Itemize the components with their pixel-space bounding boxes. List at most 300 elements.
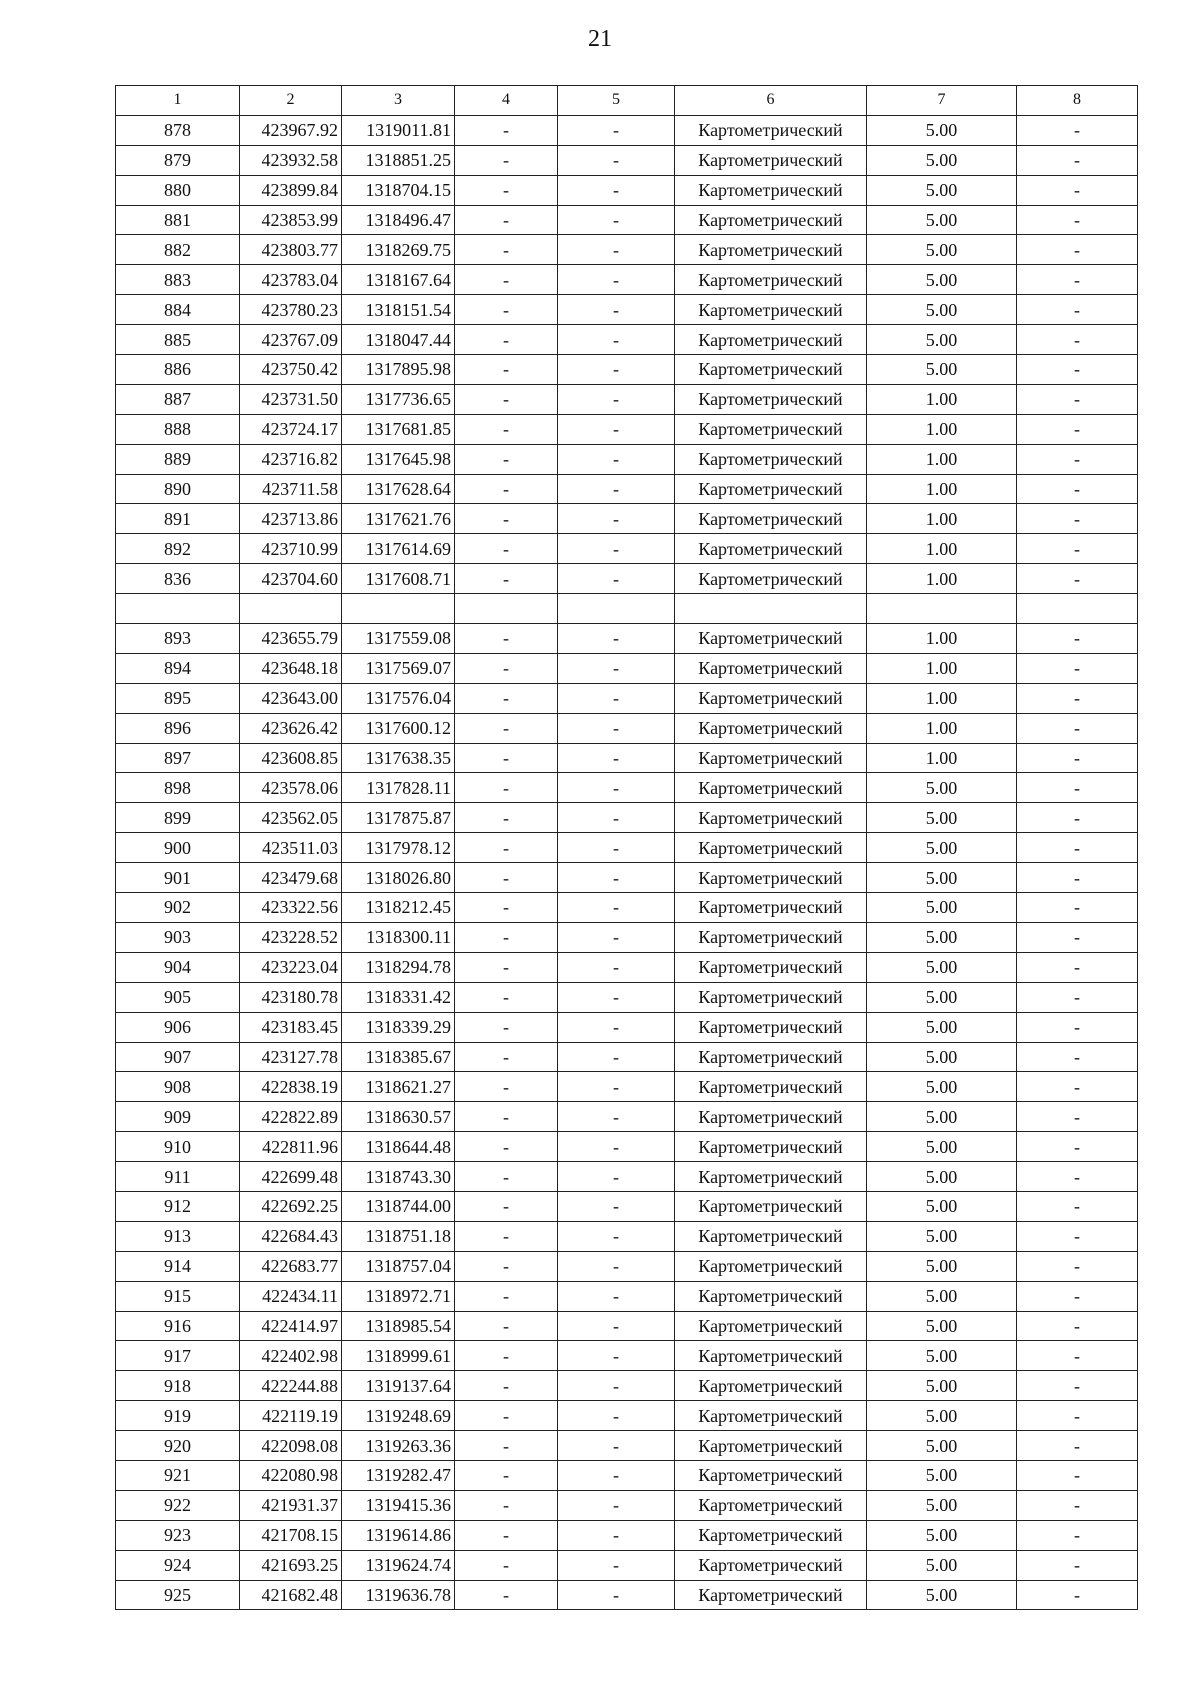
method-cell: Картометрический (675, 653, 867, 683)
y-coordinate-cell: 1317614.69 (342, 534, 455, 564)
table-row (116, 295, 1138, 325)
col8-cell: - (1017, 175, 1138, 205)
col5-cell: - (558, 952, 675, 982)
y-coordinate-cell: 1318851.25 (342, 145, 455, 175)
y-coordinate-cell: 1319248.69 (342, 1401, 455, 1431)
x-coordinate-cell: 422402.98 (240, 1341, 342, 1371)
y-coordinate-cell: 1318751.18 (342, 1221, 455, 1251)
col5-cell: - (558, 504, 675, 534)
col5-cell: - (558, 653, 675, 683)
y-coordinate-cell: 1318644.48 (342, 1132, 455, 1162)
accuracy-cell: 5.00 (867, 115, 1017, 145)
y-coordinate-cell: 1318026.80 (342, 863, 455, 893)
col8-cell: - (1017, 1371, 1138, 1401)
point-number-cell: 916 (116, 1311, 240, 1341)
accuracy-cell: 5.00 (867, 1431, 1017, 1461)
col4-cell: - (455, 1281, 558, 1311)
method-cell: Картометрический (675, 1042, 867, 1072)
accuracy-cell: 5.00 (867, 235, 1017, 265)
table-row (116, 1042, 1138, 1072)
accuracy-cell: 5.00 (867, 922, 1017, 952)
col8-cell: - (1017, 235, 1138, 265)
col5-cell: - (558, 863, 675, 893)
method-cell: Картометрический (675, 115, 867, 145)
col8-cell: - (1017, 444, 1138, 474)
x-coordinate-cell: 421693.25 (240, 1550, 342, 1580)
col4-cell: - (455, 325, 558, 355)
y-coordinate-cell: 1318743.30 (342, 1162, 455, 1192)
table-row (116, 444, 1138, 474)
point-number-cell: 913 (116, 1221, 240, 1251)
col4-cell: - (455, 1341, 558, 1371)
method-cell: Картометрический (675, 1162, 867, 1192)
col4-cell: - (455, 743, 558, 773)
x-coordinate-cell: 422080.98 (240, 1460, 342, 1490)
col5-cell: - (558, 1012, 675, 1042)
accuracy-cell: 5.00 (867, 1072, 1017, 1102)
accuracy-cell: 1.00 (867, 743, 1017, 773)
col5-cell: - (558, 1311, 675, 1341)
method-cell: Картометрический (675, 1221, 867, 1251)
x-coordinate-cell: 423479.68 (240, 863, 342, 893)
table-row (116, 504, 1138, 534)
table-row (116, 713, 1138, 743)
col5-cell: - (558, 205, 675, 235)
col5-cell: - (558, 982, 675, 1012)
accuracy-cell: 5.00 (867, 355, 1017, 385)
coordinates-table (115, 85, 1138, 1610)
table-row (116, 833, 1138, 863)
column-header-8: 8 (1017, 86, 1138, 116)
point-number-cell: 896 (116, 713, 240, 743)
col8-cell: - (1017, 1460, 1138, 1490)
col4-cell: - (455, 384, 558, 414)
col4-cell: - (455, 833, 558, 863)
col8-cell: - (1017, 624, 1138, 654)
method-cell: Картометрический (675, 414, 867, 444)
col8-cell: - (1017, 414, 1138, 444)
col4-cell: - (455, 1580, 558, 1610)
point-number-cell: 893 (116, 624, 240, 654)
col5-cell: - (558, 1281, 675, 1311)
col5-cell: - (558, 534, 675, 564)
accuracy-cell: 1.00 (867, 713, 1017, 743)
point-number-cell: 912 (116, 1191, 240, 1221)
x-coordinate-cell: 423711.58 (240, 474, 342, 504)
col8-cell: - (1017, 893, 1138, 923)
y-coordinate-cell: 1319415.36 (342, 1490, 455, 1520)
col8-cell: - (1017, 1341, 1138, 1371)
accuracy-cell: 5.00 (867, 1191, 1017, 1221)
y-coordinate-cell: 1319614.86 (342, 1520, 455, 1550)
x-coordinate-cell: 423967.92 (240, 115, 342, 145)
method-cell: Картометрический (675, 1490, 867, 1520)
method-cell: Картометрический (675, 235, 867, 265)
accuracy-cell: 5.00 (867, 1550, 1017, 1580)
y-coordinate-cell: 1317559.08 (342, 624, 455, 654)
accuracy-cell: 1.00 (867, 414, 1017, 444)
col5-cell: - (558, 265, 675, 295)
method-cell: Картометрический (675, 1371, 867, 1401)
method-cell: Картометрический (675, 1072, 867, 1102)
col8-cell: - (1017, 1221, 1138, 1251)
table-row (116, 1162, 1138, 1192)
x-coordinate-cell: 423853.99 (240, 205, 342, 235)
y-coordinate-cell: 1318496.47 (342, 205, 455, 235)
point-number-cell: 882 (116, 235, 240, 265)
col4-cell: - (455, 1012, 558, 1042)
table-row (116, 922, 1138, 952)
x-coordinate-cell: 422119.19 (240, 1401, 342, 1431)
point-number-cell: 898 (116, 773, 240, 803)
table-row (116, 1221, 1138, 1251)
col4-cell: - (455, 1072, 558, 1102)
col4-cell: - (455, 534, 558, 564)
point-number-cell: 917 (116, 1341, 240, 1371)
y-coordinate-cell: 1318047.44 (342, 325, 455, 355)
accuracy-cell: 5.00 (867, 1311, 1017, 1341)
method-cell: Картометрический (675, 1251, 867, 1281)
point-number-cell: 900 (116, 833, 240, 863)
accuracy-cell: 1.00 (867, 564, 1017, 594)
y-coordinate-cell: 1318985.54 (342, 1311, 455, 1341)
table-row (116, 683, 1138, 713)
accuracy-cell: 5.00 (867, 982, 1017, 1012)
col5-cell: - (558, 1162, 675, 1192)
x-coordinate-cell: 423767.09 (240, 325, 342, 355)
accuracy-cell: 1.00 (867, 504, 1017, 534)
y-coordinate-cell: 1317569.07 (342, 653, 455, 683)
y-coordinate-cell: 1318757.04 (342, 1251, 455, 1281)
point-number-cell: 905 (116, 982, 240, 1012)
col8-cell: - (1017, 145, 1138, 175)
y-coordinate-cell: 1318294.78 (342, 952, 455, 982)
col8-cell: - (1017, 504, 1138, 534)
col4-cell: - (455, 1251, 558, 1281)
table-row (116, 1401, 1138, 1431)
col5-cell: - (558, 922, 675, 952)
table-row (116, 982, 1138, 1012)
point-number-cell: 899 (116, 803, 240, 833)
col5-cell: - (558, 803, 675, 833)
col4-cell: - (455, 1371, 558, 1401)
method-cell: Картометрический (675, 833, 867, 863)
col8-cell: - (1017, 1281, 1138, 1311)
accuracy-cell: 5.00 (867, 773, 1017, 803)
col8-cell: - (1017, 325, 1138, 355)
x-coordinate-cell: 422822.89 (240, 1102, 342, 1132)
col5-cell: - (558, 295, 675, 325)
table-row (116, 325, 1138, 355)
method-cell: Картометрический (675, 295, 867, 325)
col5-cell: - (558, 1341, 675, 1371)
table-row (116, 743, 1138, 773)
y-coordinate-cell (342, 594, 455, 624)
x-coordinate-cell: 423180.78 (240, 982, 342, 1012)
method-cell: Картометрический (675, 1281, 867, 1311)
col8-cell: - (1017, 265, 1138, 295)
method-cell: Картометрический (675, 803, 867, 833)
point-number-cell: 892 (116, 534, 240, 564)
col5-cell: - (558, 325, 675, 355)
column-header-2: 2 (240, 86, 342, 116)
col4-cell: - (455, 982, 558, 1012)
method-cell: Картометрический (675, 145, 867, 175)
y-coordinate-cell: 1317576.04 (342, 683, 455, 713)
table-row (116, 414, 1138, 444)
x-coordinate-cell: 421931.37 (240, 1490, 342, 1520)
col8-cell: - (1017, 1311, 1138, 1341)
x-coordinate-cell: 423608.85 (240, 743, 342, 773)
table-row (116, 145, 1138, 175)
point-number-cell: 897 (116, 743, 240, 773)
point-number-cell: 923 (116, 1520, 240, 1550)
col8-cell: - (1017, 803, 1138, 833)
col5-cell: - (558, 1490, 675, 1520)
accuracy-cell: 1.00 (867, 624, 1017, 654)
accuracy-cell: 1.00 (867, 653, 1017, 683)
col5-cell: - (558, 145, 675, 175)
col4-cell: - (455, 235, 558, 265)
y-coordinate-cell: 1319263.36 (342, 1431, 455, 1461)
col4-cell: - (455, 922, 558, 952)
y-coordinate-cell: 1317875.87 (342, 803, 455, 833)
table-row (116, 355, 1138, 385)
col8-cell: - (1017, 1162, 1138, 1192)
table-row (116, 1431, 1138, 1461)
x-coordinate-cell: 423716.82 (240, 444, 342, 474)
accuracy-cell: 5.00 (867, 1490, 1017, 1520)
method-cell: Картометрический (675, 1401, 867, 1431)
point-number-cell: 880 (116, 175, 240, 205)
table-row (116, 384, 1138, 414)
x-coordinate-cell: 421708.15 (240, 1520, 342, 1550)
accuracy-cell: 5.00 (867, 1012, 1017, 1042)
accuracy-cell: 5.00 (867, 893, 1017, 923)
col4-cell: - (455, 1550, 558, 1580)
method-cell: Картометрический (675, 1311, 867, 1341)
table-row (116, 1341, 1138, 1371)
point-number-cell: 879 (116, 145, 240, 175)
accuracy-cell: 5.00 (867, 265, 1017, 295)
method-cell: Картометрический (675, 1132, 867, 1162)
table-row (116, 1520, 1138, 1550)
col4-cell: - (455, 265, 558, 295)
accuracy-cell: 5.00 (867, 952, 1017, 982)
y-coordinate-cell: 1317895.98 (342, 355, 455, 385)
col4-cell: - (455, 474, 558, 504)
point-number-cell: 910 (116, 1132, 240, 1162)
x-coordinate-cell: 423223.04 (240, 952, 342, 982)
accuracy-cell: 5.00 (867, 1251, 1017, 1281)
table-header-row (116, 86, 1138, 116)
x-coordinate-cell: 423648.18 (240, 653, 342, 683)
col8-cell: - (1017, 922, 1138, 952)
col8-cell: - (1017, 564, 1138, 594)
col8-cell: - (1017, 833, 1138, 863)
col5-cell: - (558, 1102, 675, 1132)
point-number-cell: 911 (116, 1162, 240, 1192)
col4-cell: - (455, 713, 558, 743)
col4-cell: - (455, 355, 558, 385)
col5-cell: - (558, 384, 675, 414)
col4-cell: - (455, 564, 558, 594)
y-coordinate-cell: 1318212.45 (342, 893, 455, 923)
point-number-cell: 891 (116, 504, 240, 534)
col8-cell: - (1017, 1191, 1138, 1221)
accuracy-cell: 5.00 (867, 803, 1017, 833)
accuracy-cell: 5.00 (867, 833, 1017, 863)
col4-cell: - (455, 1162, 558, 1192)
col8-cell: - (1017, 115, 1138, 145)
method-cell: Картометрический (675, 624, 867, 654)
x-coordinate-cell: 423655.79 (240, 624, 342, 654)
method-cell: Картометрический (675, 982, 867, 1012)
point-number-cell: 907 (116, 1042, 240, 1072)
method-cell: Картометрический (675, 384, 867, 414)
col8-cell: - (1017, 205, 1138, 235)
accuracy-cell: 5.00 (867, 1520, 1017, 1550)
accuracy-cell: 5.00 (867, 1042, 1017, 1072)
point-number-cell: 921 (116, 1460, 240, 1490)
col4-cell: - (455, 1460, 558, 1490)
accuracy-cell: 5.00 (867, 863, 1017, 893)
col4-cell: - (455, 1132, 558, 1162)
y-coordinate-cell: 1318744.00 (342, 1191, 455, 1221)
x-coordinate-cell: 423183.45 (240, 1012, 342, 1042)
table-row (116, 863, 1138, 893)
col4-cell: - (455, 624, 558, 654)
method-cell: Картометрический (675, 564, 867, 594)
col4-cell: - (455, 1311, 558, 1341)
method-cell: Картометрический (675, 1520, 867, 1550)
x-coordinate-cell: 422684.43 (240, 1221, 342, 1251)
x-coordinate-cell: 423783.04 (240, 265, 342, 295)
x-coordinate-cell: 422838.19 (240, 1072, 342, 1102)
method-cell: Картометрический (675, 1102, 867, 1132)
point-number-cell: 887 (116, 384, 240, 414)
col8-cell: - (1017, 653, 1138, 683)
accuracy-cell: 5.00 (867, 1341, 1017, 1371)
accuracy-cell: 5.00 (867, 1281, 1017, 1311)
col5-cell: - (558, 1550, 675, 1580)
point-number-cell: 895 (116, 683, 240, 713)
table-row (116, 1580, 1138, 1610)
accuracy-cell: 1.00 (867, 444, 1017, 474)
col5-cell: - (558, 1251, 675, 1281)
x-coordinate-cell: 423731.50 (240, 384, 342, 414)
point-number-cell: 902 (116, 893, 240, 923)
x-coordinate-cell: 422699.48 (240, 1162, 342, 1192)
x-coordinate-cell: 423322.56 (240, 893, 342, 923)
x-coordinate-cell: 423127.78 (240, 1042, 342, 1072)
accuracy-cell: 5.00 (867, 1102, 1017, 1132)
table-row (116, 265, 1138, 295)
column-header-4: 4 (455, 86, 558, 116)
col4-cell: - (455, 1401, 558, 1431)
col8-cell: - (1017, 1490, 1138, 1520)
col8-cell: - (1017, 384, 1138, 414)
col5-cell: - (558, 1431, 675, 1461)
x-coordinate-cell: 422811.96 (240, 1132, 342, 1162)
col4-cell: - (455, 1490, 558, 1520)
x-coordinate-cell: 423899.84 (240, 175, 342, 205)
accuracy-cell: 1.00 (867, 384, 1017, 414)
x-coordinate-cell: 423626.42 (240, 713, 342, 743)
col5-cell: - (558, 1460, 675, 1490)
col4-cell: - (455, 444, 558, 474)
method-cell: Картометрический (675, 893, 867, 923)
table-row (116, 1550, 1138, 1580)
col8-cell: - (1017, 713, 1138, 743)
x-coordinate-cell: 423562.05 (240, 803, 342, 833)
table-row (116, 1132, 1138, 1162)
method-cell: Картометрический (675, 1191, 867, 1221)
col4-cell: - (455, 1520, 558, 1550)
method-cell: Картометрический (675, 1341, 867, 1371)
y-coordinate-cell: 1319636.78 (342, 1580, 455, 1610)
x-coordinate-cell: 423750.42 (240, 355, 342, 385)
y-coordinate-cell: 1319011.81 (342, 115, 455, 145)
x-coordinate-cell: 423511.03 (240, 833, 342, 863)
col4-cell: - (455, 863, 558, 893)
col4-cell: - (455, 773, 558, 803)
point-number-cell: 878 (116, 115, 240, 145)
point-number-cell: 881 (116, 205, 240, 235)
table-row (116, 1191, 1138, 1221)
point-number-cell: 901 (116, 863, 240, 893)
col5-cell: - (558, 115, 675, 145)
method-cell: Картометрический (675, 683, 867, 713)
method-cell: Картометрический (675, 265, 867, 295)
col5-cell: - (558, 1072, 675, 1102)
accuracy-cell (867, 594, 1017, 624)
col4-cell (455, 594, 558, 624)
col4-cell: - (455, 295, 558, 325)
table-row (116, 235, 1138, 265)
col5-cell: - (558, 564, 675, 594)
method-cell: Картометрический (675, 773, 867, 803)
col4-cell: - (455, 803, 558, 833)
table-row (116, 653, 1138, 683)
y-coordinate-cell: 1317600.12 (342, 713, 455, 743)
table-row (116, 534, 1138, 564)
point-number-cell: 906 (116, 1012, 240, 1042)
point-number-cell: 914 (116, 1251, 240, 1281)
col8-cell: - (1017, 1251, 1138, 1281)
col8-cell (1017, 594, 1138, 624)
x-coordinate-cell: 423704.60 (240, 564, 342, 594)
y-coordinate-cell: 1317978.12 (342, 833, 455, 863)
col8-cell: - (1017, 534, 1138, 564)
col5-cell: - (558, 1042, 675, 1072)
table-row (116, 624, 1138, 654)
col5-cell: - (558, 444, 675, 474)
point-number-cell: 918 (116, 1371, 240, 1401)
accuracy-cell: 5.00 (867, 1401, 1017, 1431)
col8-cell: - (1017, 1132, 1138, 1162)
col8-cell: - (1017, 863, 1138, 893)
method-cell: Картометрический (675, 1012, 867, 1042)
y-coordinate-cell: 1319624.74 (342, 1550, 455, 1580)
method-cell: Картометрический (675, 922, 867, 952)
col5-cell: - (558, 683, 675, 713)
accuracy-cell: 1.00 (867, 474, 1017, 504)
table-row (116, 115, 1138, 145)
method-cell: Картометрический (675, 325, 867, 355)
col8-cell: - (1017, 952, 1138, 982)
accuracy-cell: 5.00 (867, 1371, 1017, 1401)
